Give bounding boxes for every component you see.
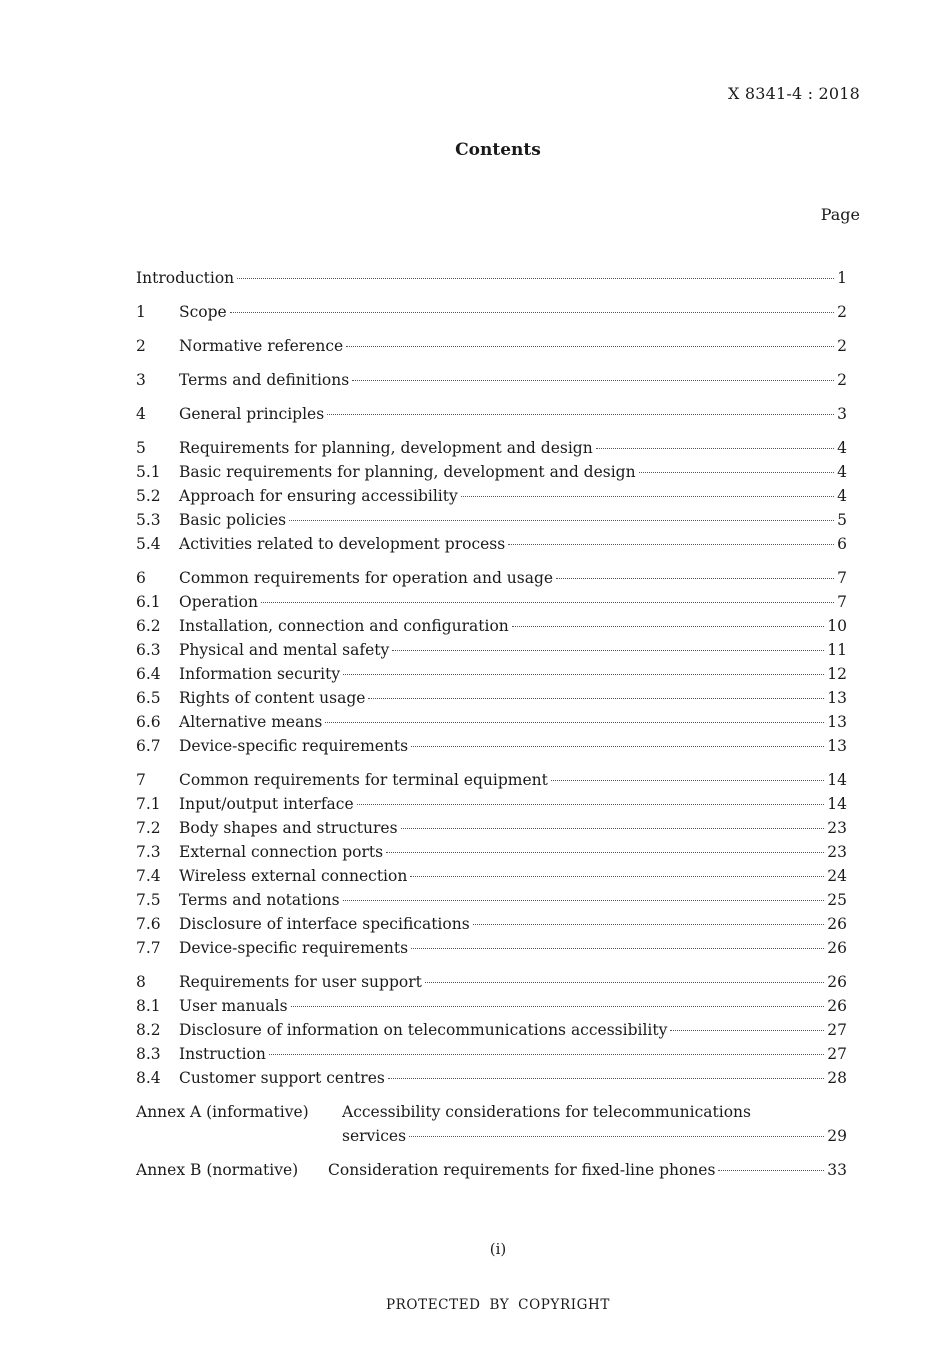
toc-entry-title: Rights of content usage — [179, 689, 366, 707]
dot-leader — [461, 496, 834, 497]
toc-entry-page: 6 — [837, 535, 847, 553]
annex-title: Consideration requirements for fixed-line phones — [328, 1161, 716, 1179]
toc-entry-page: 13 — [827, 713, 847, 731]
toc-entry-title: Scope — [179, 303, 227, 321]
toc-entry-number: 8.2 — [136, 1021, 161, 1039]
dot-leader — [670, 1030, 824, 1031]
toc-entry-title: Physical and mental safety — [179, 641, 390, 659]
toc-entry-page: 4 — [837, 439, 847, 457]
toc-entry-title: Alternative means — [179, 713, 323, 731]
toc-entry[interactable] — [136, 402, 847, 426]
toc-entry-page: 28 — [827, 1069, 847, 1087]
toc-entry-page: 29 — [827, 1127, 847, 1145]
toc-entry[interactable] — [136, 508, 847, 532]
toc-entry-title: Device-specific requirements — [179, 939, 409, 957]
dot-leader — [410, 876, 824, 877]
toc-entry-page: 11 — [827, 641, 847, 659]
toc-entry-number: 6.6 — [136, 713, 161, 731]
annex-title-line2: services — [342, 1127, 407, 1145]
toc-entry-title: Common requirements for terminal equipment — [179, 771, 548, 789]
toc-entry-page: 7 — [837, 569, 847, 587]
toc-entry-title: Disclosure of information on telecommunications accessibility — [179, 1021, 668, 1039]
toc-entry[interactable] — [136, 994, 847, 1018]
toc-entry-number: 6.2 — [136, 617, 161, 635]
toc-entry-number: 8.4 — [136, 1069, 161, 1087]
toc-entry-title: Installation, connection and configuration — [179, 617, 509, 635]
toc-entry[interactable] — [136, 1066, 847, 1090]
toc-entry-number: 8.1 — [136, 997, 161, 1015]
dot-leader — [230, 312, 834, 313]
page-folio: (i) — [489, 1240, 507, 1258]
toc-entry-number: 8.3 — [136, 1045, 161, 1063]
dot-leader — [386, 852, 824, 853]
toc-entry-number: 6.4 — [136, 665, 161, 683]
toc-entry[interactable] — [136, 460, 847, 484]
toc-entry-page: 14 — [827, 771, 847, 789]
toc-entry-title: User manuals — [179, 997, 288, 1015]
dot-leader — [325, 722, 824, 723]
toc-entry-title: Introduction — [136, 269, 235, 287]
dot-leader — [269, 1054, 824, 1055]
dot-leader — [556, 578, 834, 579]
toc-entry[interactable] — [136, 768, 847, 792]
dot-leader — [473, 924, 825, 925]
annex-label: Annex A (informative) — [136, 1103, 309, 1121]
page-column-label: Page — [820, 205, 860, 224]
annex-title-line1: Accessibility considerations for telecommunications — [342, 1103, 751, 1121]
toc-entry-annex-a[interactable] — [136, 1100, 847, 1148]
toc-entry-page: 2 — [837, 337, 847, 355]
dot-leader — [639, 472, 835, 473]
dot-leader — [411, 746, 824, 747]
toc-entry-number: 6.5 — [136, 689, 161, 707]
dot-leader — [368, 698, 824, 699]
toc-entry-page: 23 — [827, 819, 847, 837]
toc-entry-number: 7.2 — [136, 819, 161, 837]
dot-leader — [596, 448, 834, 449]
toc-entry-number: 5.2 — [136, 487, 161, 505]
toc-entry-title: Operation — [179, 593, 258, 611]
toc-entry-title: Requirements for user support — [179, 973, 422, 991]
dot-leader — [343, 674, 824, 675]
toc-entry-page: 5 — [837, 511, 847, 529]
dot-leader — [237, 278, 834, 279]
dot-leader — [343, 900, 825, 901]
dot-leader — [425, 982, 824, 983]
toc-entry-number: 6.3 — [136, 641, 161, 659]
toc-entry-title: Body shapes and structures — [179, 819, 398, 837]
toc-entry-number: 2 — [136, 337, 146, 355]
toc-entry[interactable] — [136, 970, 847, 994]
toc-entry-introduction[interactable] — [136, 266, 847, 290]
toc-entry-page: 26 — [827, 997, 847, 1015]
dot-leader — [352, 380, 834, 381]
toc-entry[interactable] — [136, 662, 847, 686]
toc-entry-number: 7.1 — [136, 795, 161, 813]
toc-entry-page: 4 — [837, 487, 847, 505]
toc-entry-page: 26 — [827, 915, 847, 933]
annex-label: Annex B (normative) — [136, 1161, 299, 1179]
toc-entry-page: 13 — [827, 689, 847, 707]
dot-leader — [388, 1078, 824, 1079]
toc-entry-page: 26 — [827, 939, 847, 957]
toc-entry-number: 7.6 — [136, 915, 161, 933]
toc-entry-page: 33 — [827, 1161, 847, 1179]
toc-entry[interactable] — [136, 300, 847, 324]
dot-leader — [357, 804, 825, 805]
toc-entry-number: 6 — [136, 569, 146, 587]
toc-entry-title: Instruction — [179, 1045, 266, 1063]
toc-entry-page: 2 — [837, 303, 847, 321]
toc-entry-number: 7.4 — [136, 867, 161, 885]
toc-entry-title: External connection ports — [179, 843, 384, 861]
toc-entry[interactable] — [136, 590, 847, 614]
toc-entry-page: 24 — [827, 867, 847, 885]
toc-entry[interactable] — [136, 566, 847, 590]
toc-entry-title: Terms and notations — [179, 891, 340, 909]
dot-leader — [291, 1006, 825, 1007]
toc-entry-title: Common requirements for operation and usage — [179, 569, 554, 587]
toc-entry-page: 27 — [827, 1045, 847, 1063]
toc-entry-title: Normative reference — [179, 337, 344, 355]
toc-entry-page: 3 — [837, 405, 847, 423]
toc-entry-number: 7.3 — [136, 843, 161, 861]
toc-entry[interactable] — [136, 888, 847, 912]
toc-entry-title: Wireless external connection — [179, 867, 408, 885]
toc-entry[interactable] — [136, 614, 847, 638]
toc-entry-number: 8 — [136, 973, 146, 991]
dot-leader — [508, 544, 834, 545]
toc-entry-title: General principles — [179, 405, 325, 423]
dot-leader — [411, 948, 824, 949]
toc-entry-title: Disclosure of interface specifications — [179, 915, 470, 933]
toc-entry[interactable] — [136, 792, 847, 816]
dot-leader — [551, 780, 824, 781]
toc-entry-title: Requirements for planning, development and design — [179, 439, 593, 457]
toc-entry[interactable] — [136, 686, 847, 710]
toc-entry[interactable] — [136, 864, 847, 888]
toc-entry[interactable] — [136, 710, 847, 734]
toc-entry-page: 23 — [827, 843, 847, 861]
dot-leader — [327, 414, 834, 415]
dot-leader — [401, 828, 825, 829]
toc-entry-number: 7 — [136, 771, 146, 789]
toc-entry[interactable] — [136, 638, 847, 662]
toc-entry-page: 1 — [837, 269, 847, 287]
toc-entry[interactable] — [136, 532, 847, 556]
toc-entry-title: Basic requirements for planning, development and design — [179, 463, 636, 481]
toc-entry-number: 7.7 — [136, 939, 161, 957]
toc-entry-number: 7.5 — [136, 891, 161, 909]
standard-identifier: X 8341-4 : 2018 — [727, 84, 860, 103]
dot-leader — [512, 626, 825, 627]
toc-entry-page: 27 — [827, 1021, 847, 1039]
toc-entry-number: 6.1 — [136, 593, 161, 611]
table-of-contents — [136, 266, 847, 1182]
toc-entry-page: 10 — [827, 617, 847, 635]
toc-entry[interactable] — [136, 840, 847, 864]
toc-entry-title: Device-specific requirements — [179, 737, 409, 755]
page-title: Contents — [455, 140, 541, 160]
toc-entry-number: 3 — [136, 371, 146, 389]
toc-entry-number: 6.7 — [136, 737, 161, 755]
toc-entry-title: Basic policies — [179, 511, 287, 529]
toc-entry[interactable] — [136, 334, 847, 358]
toc-entry[interactable] — [136, 1018, 847, 1042]
toc-entry-page: 2 — [837, 371, 847, 389]
toc-entry[interactable] — [136, 1042, 847, 1066]
toc-entry-title: Information security — [179, 665, 341, 683]
toc-entry-page: 26 — [827, 973, 847, 991]
dot-leader — [289, 520, 834, 521]
toc-entry-page: 13 — [827, 737, 847, 755]
toc-entry-page: 7 — [837, 593, 847, 611]
toc-entry-page: 4 — [837, 463, 847, 481]
toc-entry-number: 5.1 — [136, 463, 161, 481]
toc-entry-number: 1 — [136, 303, 146, 321]
dot-leader — [261, 602, 834, 603]
toc-entry[interactable] — [136, 368, 847, 392]
toc-entry[interactable] — [136, 912, 847, 936]
toc-entry[interactable] — [136, 816, 847, 840]
toc-entry-title: Customer support centres — [179, 1069, 385, 1087]
dot-leader — [346, 346, 834, 347]
toc-entry-number: 5 — [136, 439, 146, 457]
dot-leader — [392, 650, 824, 651]
toc-entry-number: 4 — [136, 405, 146, 423]
toc-entry-annex-b[interactable] — [136, 1158, 847, 1182]
toc-entry-title: Input/output interface — [179, 795, 354, 813]
toc-entry-number: 5.4 — [136, 535, 161, 553]
copyright-notice: PROTECTED BY COPYRIGHT — [385, 1297, 611, 1313]
toc-entry[interactable] — [136, 936, 847, 960]
toc-entry[interactable] — [136, 484, 847, 508]
toc-entry-page: 25 — [827, 891, 847, 909]
toc-entry-title: Terms and definitions — [179, 371, 350, 389]
toc-entry[interactable] — [136, 734, 847, 758]
toc-entry-title: Approach for ensuring accessibility — [179, 487, 458, 505]
toc-entry-number: 5.3 — [136, 511, 161, 529]
toc-entry[interactable] — [136, 436, 847, 460]
toc-entry-page: 12 — [827, 665, 847, 683]
toc-entries-list — [136, 300, 847, 1090]
toc-entry-title: Activities related to development process — [179, 535, 506, 553]
dot-leader — [718, 1170, 824, 1171]
toc-entry-page: 14 — [827, 795, 847, 813]
dot-leader — [409, 1136, 824, 1137]
